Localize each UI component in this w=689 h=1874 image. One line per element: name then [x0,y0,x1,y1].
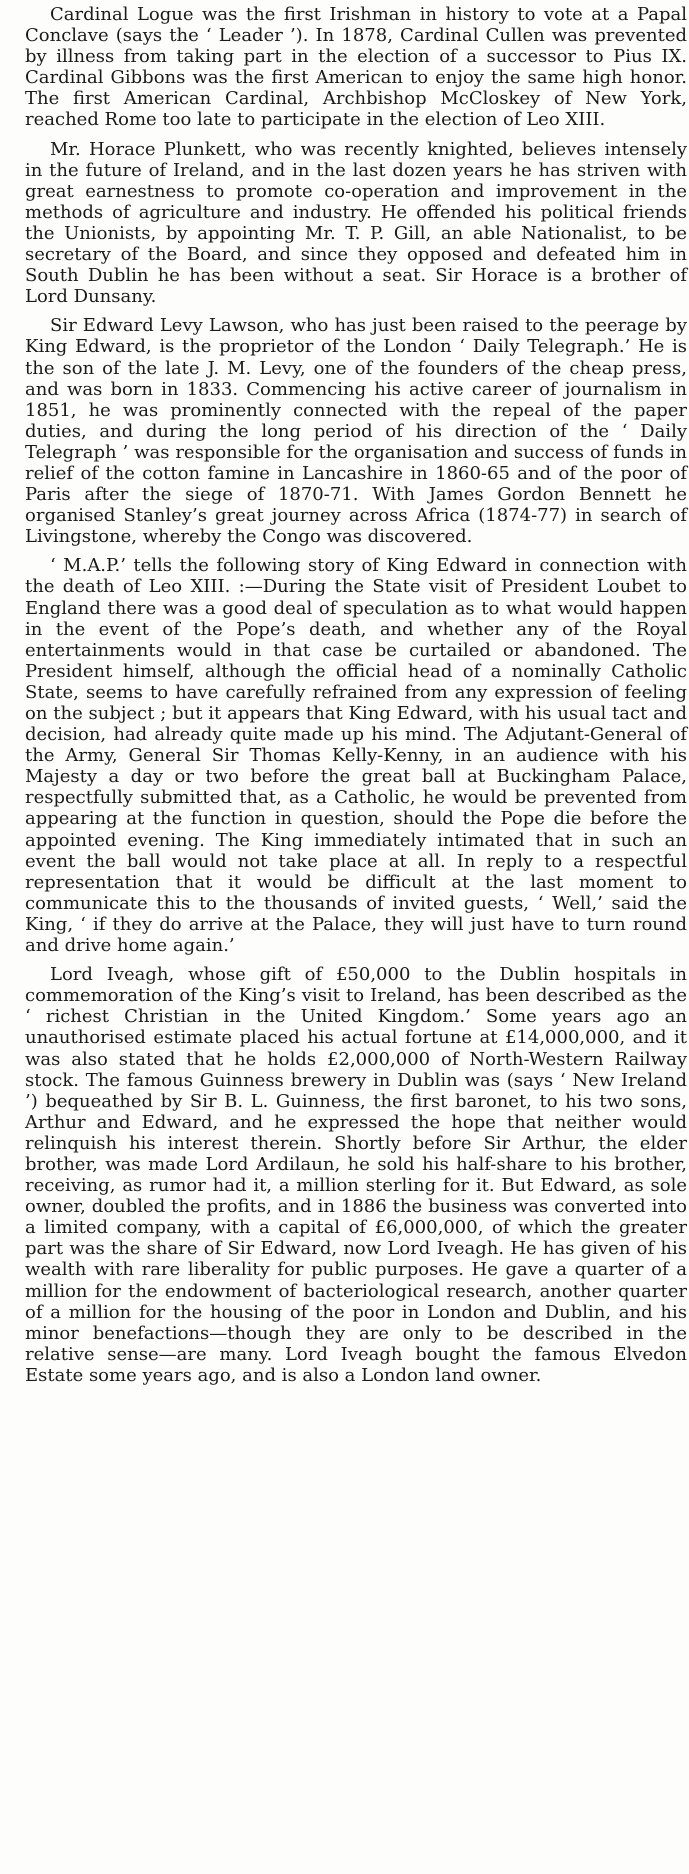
article-column [25,4,687,1386]
paragraph-horace-plunkett: Mr. Horace Plunkett, who was recently knighted, believes intensely in the future of Ireland, and in the last dozen years he has striven with great earnestness to promote co-operation and improvement in the methods of agriculture and industry. He offended his political friends the Unionists, by appointing Mr. T. P. Gill, an able Nationalist, to be secretary of the Board, and since they opposed and defeated him in South Dublin he has been without a seat. Sir Horace is a brother of Lord Dunsany. [25,138,687,308]
paragraph-lord-iveagh: Lord Iveagh, whose gift of £50,000 to the Dublin hospitals in commemoration of the King’s visit to Ireland, has been described as the ‘ richest Christian in the United Kingdom.’ Some years ago an unauthorised estimate placed his actual fortune at £14,000,000, and it was also stated that he holds £2,000,000 of North-Western Railway stock. The famous Guinness brewery in Dublin was (says ‘ New Ireland ’) bequeathed by Sir B. L. Guinness, the first baronet, to his two sons, Arthur and Edward, and he expressed the hope that neither would relinquish his interest therein. Shortly before Sir Arthur, the elder brother, was made Lord Ardilaun, he sold his half-share to his brother, receiving, as rumor had it, a million sterling for it. But Edward, as sole owner, doubled the profits, and in 1886 the business was converted into a limited company, with a capital of £6,000,000, of which the greater part was the share of Sir Edward, now Lord Iveagh. He has given of his wealth with rare liberality for public purposes. He gave a quarter of a million for the endowment of bacteriological research, another quarter of a million for the housing of the poor in London and Dublin, and his minor benefactions—though they are only to be described in the relative sense—are many. Lord Iveagh bought the famous Elvedon Estate some years ago, and is also a London land owner. [25,964,687,1386]
paragraph-cardinal-logue: Cardinal Logue was the first Irishman in history to vote at a Papal Conclave (says the ‘ Leader ’). In 1878, Cardinal Cullen was prevented by illness from taking part in the election of a successor to Pius IX. Cardinal Gibbons was the first American to enjoy the same high honor. The first American Cardinal, Archbishop McCloskey of New York, reached Rome too late to participate in the election of Leo XIII. [25,4,687,131]
paragraph-king-edward-story: ‘ M.A.P.’ tells the following story of King Edward in connection with the death of Leo XIII. :—During the State visit of President Loubet to England there was a good deal of speculation as to what would happen in the event of the Pope’s death, and whether any of the Royal entertainments would in that case be curtailed or abandoned. The President himself, although the official head of a nominally Catholic State, seems to have carefully refrained from any expression of feeling on the subject ; but it appears that King Edward, with his usual tact and decision, had already quite made up his mind. The Adjutant-General of the Army, General Sir Thomas Kelly-Kenny, in an audience with his Majesty a day or two before the great ball at Buckingham Palace, respectfully submitted that, as a Catholic, he would be prevented from appearing at the function in question, should the Pope die before the appointed evening. The King immediately intimated that in such an event the ball would not take place at all. In reply to a respectful representation that it would be difficult at the last moment to communicate this to the thousands of invited guests, ‘ Well,’ said the King, ‘ if they do arrive at the Palace, they will just have to turn round and drive home again.’ [25,555,687,957]
paragraph-edward-levy-lawson: Sir Edward Levy Lawson, who has just been raised to the peerage by King Edward, is the proprietor of the London ‘ Daily Telegraph.’ He is the son of the late J. M. Levy, one of the founders of the cheap press, and was born in 1833. Commencing his active career of journalism in 1851, he was prominently connected with the repeal of the paper duties, and during the long period of his direction of the ‘ Daily Telegraph ’ was responsible for the organisation and success of funds in relief of the cotton famine in Lancashire in 1860-65 and of the poor of Paris after the siege of 1870-71. With James Gordon Bennett he organised Stanley’s great journey across Africa (1874-77) in search of Livingstone, whereby the Congo was discovered. [25,315,687,548]
